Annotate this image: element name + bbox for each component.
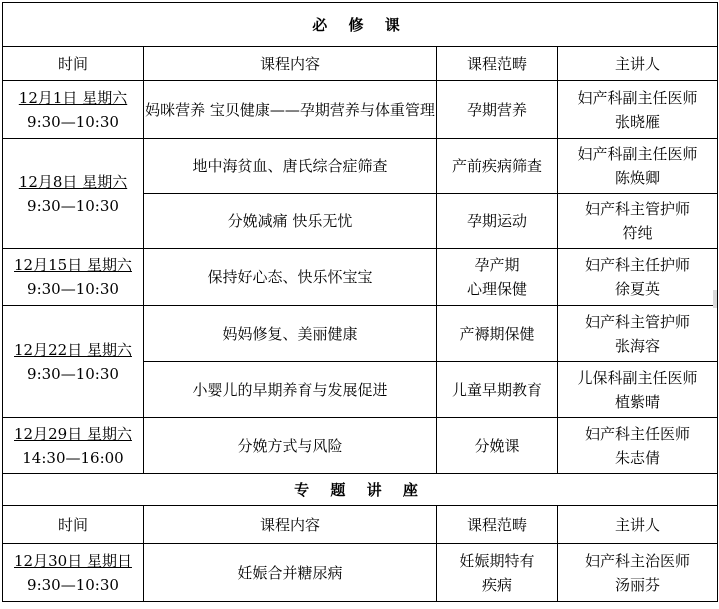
course-content: 妈妈修复、美丽健康: [144, 306, 437, 362]
date-cell: [3, 306, 144, 418]
time-text: 9:30—10:30: [27, 575, 119, 594]
table-row: [3, 139, 718, 194]
header-content: 课程内容: [144, 47, 437, 81]
speaker-title: 儿保科副主任医师: [577, 368, 698, 387]
date-cell: [3, 418, 144, 474]
date-cell: [3, 249, 144, 306]
header-speaker: 主讲人: [558, 506, 718, 544]
header-time: 时间: [3, 506, 144, 544]
date-text: 12月22日 星期六: [14, 340, 132, 359]
table-row: [3, 544, 718, 602]
speaker-name: 张晓雁: [615, 112, 661, 131]
time-text: 9:30—10:30: [27, 112, 119, 131]
date-cell: [3, 544, 144, 602]
table-row: [3, 249, 718, 306]
course-content: 分娩减痛 快乐无忧: [144, 194, 437, 249]
course-category: 孕期运动: [437, 194, 558, 249]
date-cell: [3, 139, 144, 249]
header-speaker: 主讲人: [558, 47, 718, 81]
scroll-indicator: [713, 290, 717, 308]
course-content: 地中海贫血、唐氏综合症筛查: [144, 139, 437, 194]
speaker-name: 张海容: [615, 336, 661, 355]
speaker-name: 符纯: [622, 224, 653, 242]
speaker-cell: [558, 362, 718, 418]
speaker-title: 妇产科主治医师: [585, 551, 691, 570]
table-row: [3, 81, 718, 139]
course-content: 保持好心态、快乐怀宝宝: [144, 249, 437, 306]
course-schedule-table: [2, 2, 718, 602]
header-content: 课程内容: [144, 506, 437, 544]
speaker-name: 植紫晴: [615, 392, 661, 411]
speaker-cell: [558, 306, 718, 362]
speaker-name: 陈焕卿: [615, 169, 661, 187]
header-time: 时间: [3, 47, 144, 81]
speaker-title: 妇产科副主任医师: [577, 145, 698, 163]
course-category: 儿童早期教育: [437, 362, 558, 418]
course-category: 孕期营养: [437, 81, 558, 139]
speaker-cell: [558, 81, 718, 139]
course-content: 妈咪营养 宝贝健康——孕期营养与体重管理: [144, 81, 437, 139]
date-text: 12月29日 星期六: [14, 424, 132, 443]
speaker-cell: [558, 418, 718, 474]
date-text: 12月30日 星期日: [14, 551, 132, 570]
time-text: 9:30—10:30: [27, 280, 119, 298]
category-line: 孕产期: [474, 256, 520, 274]
course-category: 分娩课: [437, 418, 558, 474]
date-text: 12月15日 星期六: [14, 256, 132, 274]
lecture-section-title: 专 题 讲 座: [3, 474, 718, 506]
date-text: 12月1日 星期六: [18, 88, 128, 107]
course-category: [437, 249, 558, 306]
speaker-title: 妇产科主管护师: [585, 200, 691, 218]
time-text: 9:30—10:30: [27, 364, 119, 383]
time-text: 14:30—16:00: [22, 448, 124, 467]
speaker-name: 朱志倩: [615, 448, 661, 467]
course-content: 小婴儿的早期养育与发展促进: [144, 362, 437, 418]
speaker-cell: [558, 544, 718, 602]
speaker-cell: [558, 249, 718, 306]
category-line: 心理保健: [466, 280, 527, 298]
category-line: 妊娠期特有: [459, 551, 535, 570]
speaker-cell: [558, 194, 718, 249]
header-category: 课程范畴: [437, 47, 558, 81]
speaker-title: 妇产科主任医师: [585, 424, 691, 443]
course-content: 分娩方式与风险: [144, 418, 437, 474]
speaker-title: 妇产科主管护师: [585, 312, 691, 331]
speaker-title: 妇产科主任护师: [585, 256, 691, 274]
course-content: 妊娠合并糖尿病: [144, 544, 437, 602]
header-category: 课程范畴: [437, 506, 558, 544]
speaker-name: 徐夏英: [615, 280, 661, 298]
table-row: [3, 418, 718, 474]
category-line: 疾病: [481, 575, 512, 594]
course-category: 产褥期保健: [437, 306, 558, 362]
speaker-title: 妇产科副主任医师: [577, 88, 698, 107]
speaker-cell: [558, 139, 718, 194]
date-cell: [3, 81, 144, 139]
time-text: 9:30—10:30: [27, 196, 119, 215]
required-section-title: 必 修 课: [3, 3, 718, 47]
course-category: 产前疾病筛查: [437, 139, 558, 194]
course-category: [437, 544, 558, 602]
speaker-name: 汤丽芬: [615, 575, 661, 594]
date-text: 12月8日 星期六: [18, 172, 128, 191]
table-row: [3, 306, 718, 362]
